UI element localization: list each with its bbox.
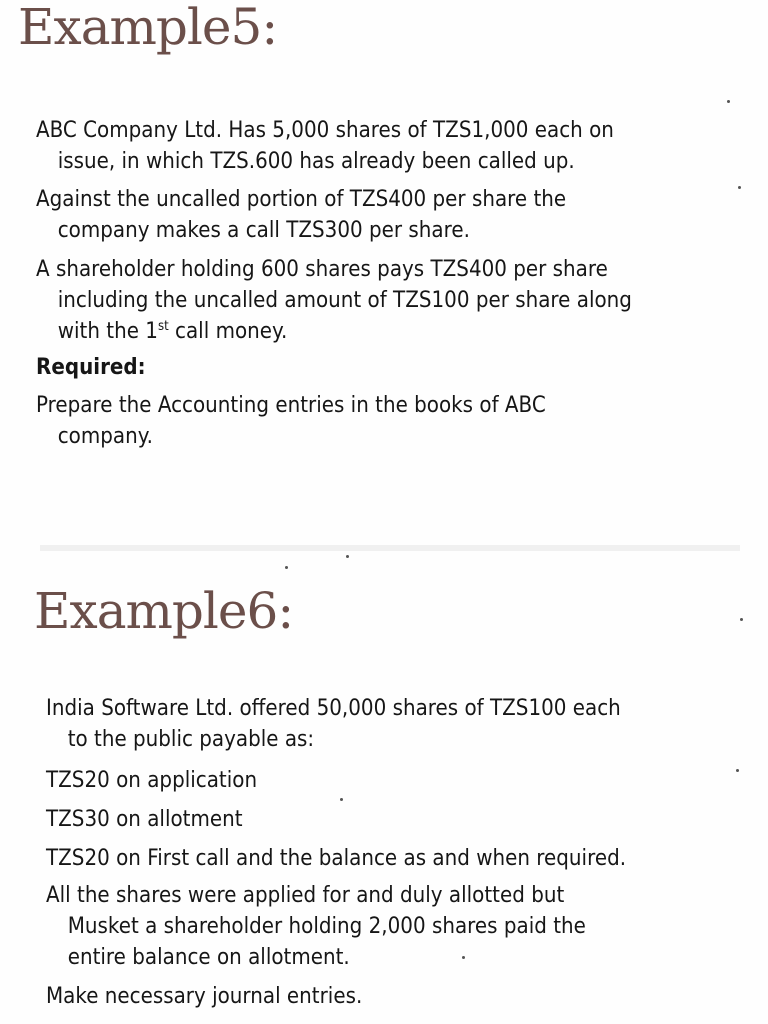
example5-paragraph-shares: [36, 115, 614, 177]
example6-item-application: TZS20 on application: [46, 768, 258, 793]
example5-paragraph-call: [36, 184, 566, 246]
text-line: India Software Ltd. offered 50,000 shares of TZS100 each: [46, 696, 621, 721]
example6-paragraph-task: Make necessary journal entries.: [46, 984, 363, 1009]
example5-paragraph-shareholder: [36, 254, 632, 347]
text-line: including the uncalled amount of TZS100 per share along: [57, 288, 632, 313]
text-line: A shareholder holding 600 shares pays TZS400 per share: [36, 257, 608, 282]
scan-speck: [727, 100, 730, 103]
text-line: entire balance on allotment.: [67, 945, 350, 970]
scan-speck: [736, 769, 739, 772]
text-line: All the shares were applied for and duly allotted but: [46, 883, 565, 908]
scan-speck: [346, 555, 349, 558]
example6-item-first-call: TZS20 on First call and the balance as and when required.: [46, 846, 627, 871]
text-line: to the public payable as:: [67, 727, 315, 752]
text-line: Musket a shareholder holding 2,000 shares paid the: [67, 914, 586, 939]
text-line: company.: [57, 424, 153, 449]
text-line: Against the uncalled portion of TZS400 per share the: [36, 187, 567, 212]
scan-smudge: [40, 545, 740, 551]
text-line: [36, 316, 632, 347]
superscript: st: [157, 319, 169, 334]
scan-speck: [462, 956, 465, 959]
scan-speck: [740, 618, 743, 621]
example6-item-allotment: TZS30 on allotment: [46, 807, 243, 832]
example5-paragraph-task: [36, 390, 546, 452]
example5-heading: Example5:: [18, 0, 278, 56]
text-line: issue, in which TZS.600 has already been called up.: [57, 149, 575, 174]
text-fragment: call money.: [168, 319, 288, 344]
scan-speck: [340, 798, 343, 801]
example6-paragraph-offer: [46, 693, 621, 755]
text-fragment: with the 1: [57, 319, 158, 344]
text-line: ABC Company Ltd. Has 5,000 shares of TZS1,000 each on: [36, 118, 614, 143]
required-label: Required:: [36, 355, 146, 380]
scan-speck: [738, 186, 741, 189]
example6-paragraph-musket: [46, 880, 586, 973]
text-line: company makes a call TZS300 per share.: [57, 218, 470, 243]
example6-heading: Example6:: [34, 582, 294, 640]
text-line: Prepare the Accounting entries in the books of ABC: [36, 393, 546, 418]
scan-speck: [285, 566, 288, 569]
